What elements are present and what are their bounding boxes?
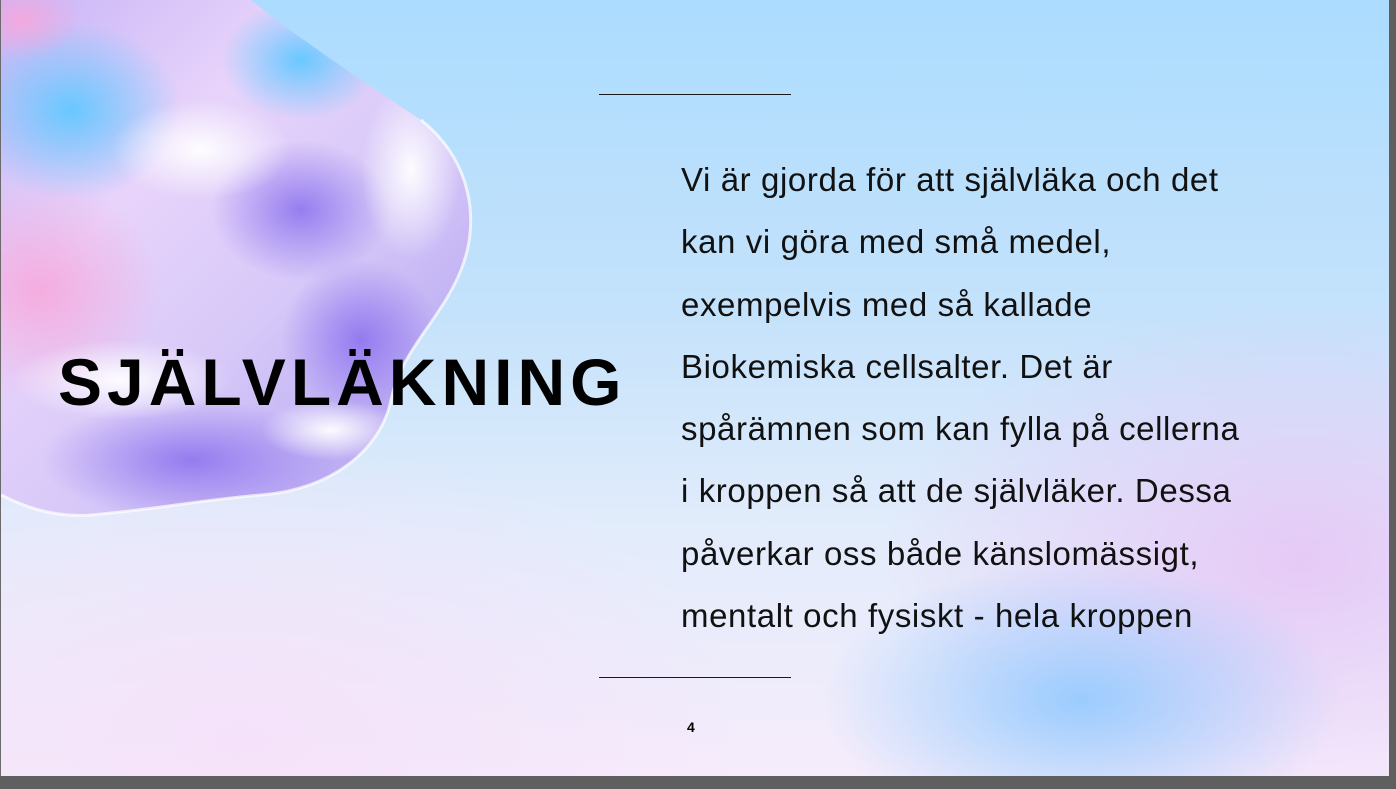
top-divider-line xyxy=(599,94,791,95)
slide-page-number: 4 xyxy=(687,719,695,735)
body-line: spårämnen som kan fylla på cellerna xyxy=(681,410,1240,448)
body-line: Biokemiska cellsalter. Det är xyxy=(681,347,1113,385)
window-frame-bottom xyxy=(0,776,1396,789)
presentation-slide[interactable] xyxy=(1,0,1389,776)
window-frame-right xyxy=(1389,0,1396,789)
body-line: exempelvis med så kallade xyxy=(681,285,1093,323)
body-line: kan vi göra med små medel, xyxy=(681,223,1112,261)
slide-title[interactable]: SJÄLVLÄKNING xyxy=(58,345,627,419)
body-line: mentalt och fysiskt - hela kroppen xyxy=(681,597,1193,635)
body-line: Vi är gjorda för att självläka och det xyxy=(681,161,1219,198)
bottom-divider-line xyxy=(599,677,791,678)
body-line: i kroppen så att de självläker. Dessa xyxy=(681,472,1232,510)
body-line: påverkar oss både känslomässigt, xyxy=(681,534,1200,572)
slide-body-text[interactable] xyxy=(681,149,1321,647)
iridescent-blob-graphic xyxy=(1,0,521,540)
